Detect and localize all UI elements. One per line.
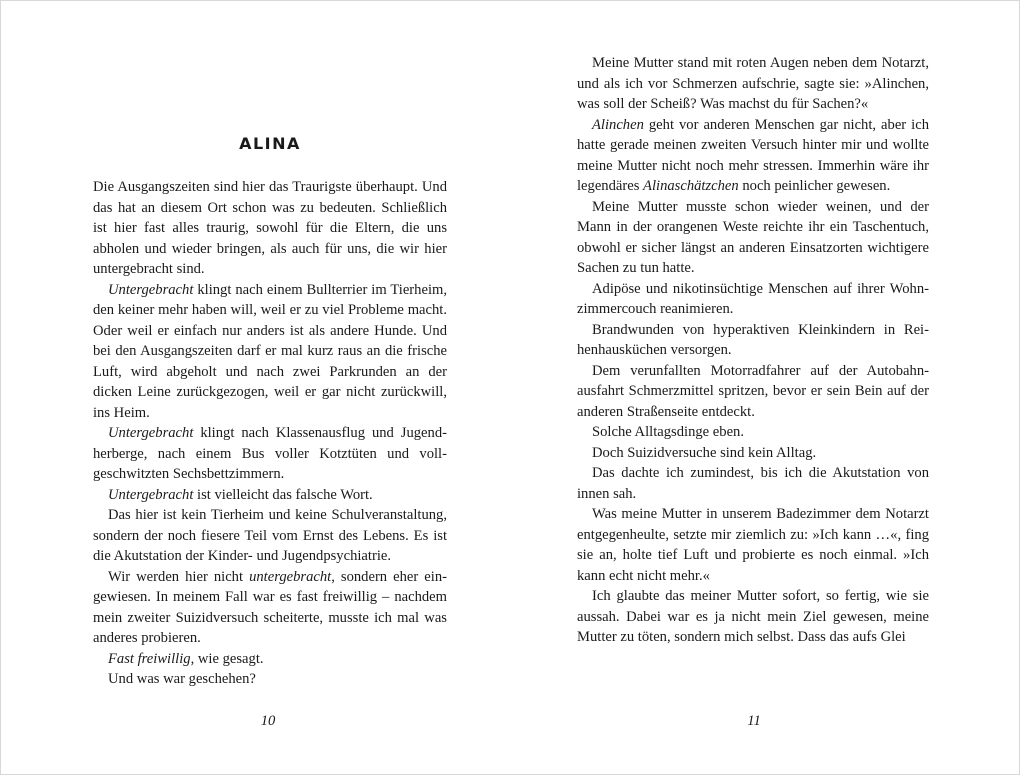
paragraph: Adipöse und nikotinsüchtige Menschen auf ihrer Wohnzimmercouch reanimieren.	[577, 280, 929, 317]
paragraph: Die Ausgangszeiten sind hier das Traurigste überhaupt. Und das hat an diesem Ort schon was zu bedeuten. Schließlich ist hier fast alles traurig, sowohl für die Eltern, die uns abholen und wieder bringen, als auch für uns, die wir hier untergebracht sind.	[93, 179, 447, 277]
paragraph: Dem verunfallten Motorradfahrer auf der Autobahnausfahrt Schmerzmittel spritzen, bevor er sein Bein auf der anderen Straßenseite entdeckt.	[577, 362, 929, 420]
paragraph: Alinchen geht vor anderen Menschen gar nicht, aber ich hatte gerade meinen zweiten Versuch hinter mir und wollte meine Mutter nicht noch mehr stressen. Immerhin wäre ihr legendäres Alinaschätzchen noch peinlicher gewesen.	[577, 116, 929, 194]
page-number: 10	[260, 713, 276, 729]
paragraph: Doch Suizidversuche sind kein Alltag.	[592, 444, 817, 461]
paragraph: Untergebracht klingt nach einem Bullterrier im Tierheim, den keiner mehr haben will, weil er zu viel Probleme macht. Oder weil er einfach nur anders ist als andere Hunde. Und bei den Ausgangszeiten darf er mal kurz raus an die frische Luft, wird abgeholt und nach zwei Parkrunden an der dicken Leine zurückgezogen, weil er gar nicht zurückwill, ins Heim.	[93, 281, 447, 421]
right-page	[511, 1, 1020, 776]
paragraph: Wir werden hier nicht untergebracht, sondern eher eingewiesen. In meinem Fall war es fast freiwillig – nachdem mein zweiter Suizidversuch scheiterte, musste ich mal was anderes probieren.	[93, 568, 447, 646]
paragraph: Das hier ist kein Tierheim und keine Schulveranstaltung, sondern der noch fiesere Teil vom Ernst des Lebens. Es ist die Akutstation der Kinder- und Jugendpsychiatrie.	[93, 507, 447, 564]
left-page	[1, 1, 511, 776]
paragraph: Meine Mutter stand mit roten Augen neben dem Notarzt, und als ich vor Schmerzen aufschrie, sagte sie: »Alinchen, was soll der Scheiß? Was machst du für Sachen?«	[577, 55, 929, 112]
paragraph: Ich glaubte das meiner Mutter sofort, so fertig, wie sie aussah. Dabei war es ja nicht mein Ziel gewesen, meine Mutter zu töten, sondern mich selbst. Dass das aufs Glei	[577, 588, 929, 645]
paragraph: Untergebracht klingt nach Klassenausflug und Jugendherberge, nach einem Bus voller Kotztüten und vollgeschwitzten Sechsbettzimmern.	[93, 425, 447, 482]
left-page-body	[93, 177, 447, 690]
right-page-body	[577, 53, 929, 648]
paragraph: Was meine Mutter in unserem Badezimmer dem Notarzt entgegenheulte, setzte mir ziemlich zu: »Ich kann …«, fing sie an, holte tief Luft und probierte es noch einmal. »Ich kann echt nicht mehr.«	[577, 506, 929, 584]
paragraph: Brandwunden von hyperaktiven Kleinkindern in Reihenhausküchen versorgen.	[577, 321, 929, 358]
paragraph: Das dachte ich zumindest, bis ich die Akutstation von innen sah.	[577, 465, 929, 502]
chapter-title: ALINA	[239, 134, 301, 153]
paragraph: Solche Alltagsdinge eben.	[592, 424, 744, 440]
page-number: 11	[747, 713, 761, 729]
paragraph: Meine Mutter musste schon wieder weinen, und der Mann in der orangenen Weste reichte ihr ein Taschentuch, obwohl er sicher längst an anderen Einsatzorten wichtigere Sachen zu tun hatte.	[577, 198, 929, 276]
paragraph: Und was war geschehen?	[108, 671, 256, 687]
paragraph: Untergebracht ist vielleicht das falsche Wort.	[108, 486, 373, 503]
paragraph: Fast freiwillig, wie gesagt.	[108, 650, 264, 667]
